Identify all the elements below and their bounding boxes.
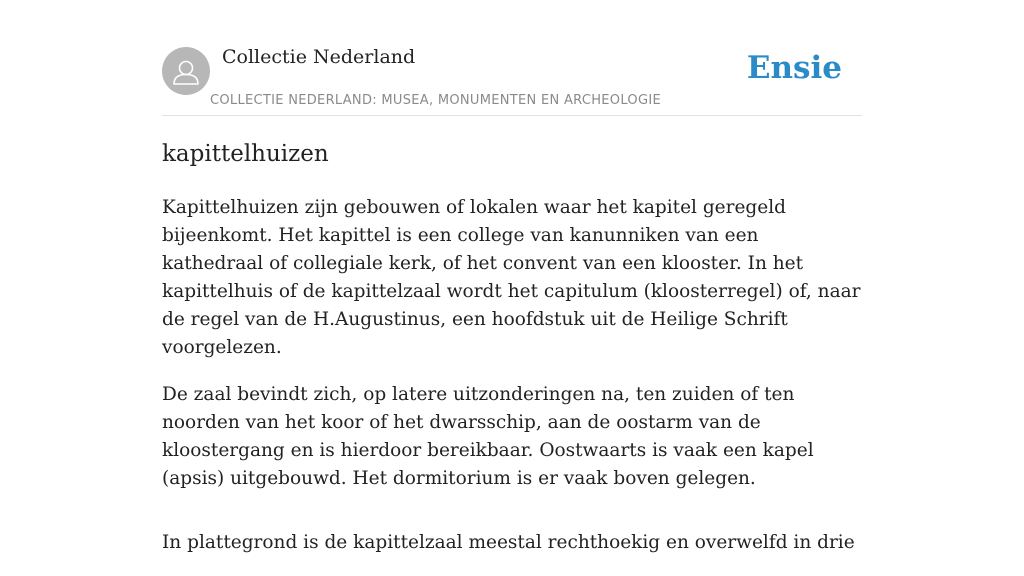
brand-logo[interactable]: Ensie <box>746 50 842 86</box>
article-paragraph: Kapittelhuizen zijn gebouwen of lokalen waar het kapitel geregeld bijeenkomt. Het kapittel is een college van kanunniken van een kathedraal of collegiale kerk, of het convent van een klooster. In het kapittelhuis of de kapittelzaal wordt het capitulum (kloosterregel) of, naar de regel van de H.Augustinus, een hoofdstuk uit de Heilige Schrift voorgelezen. <box>162 197 861 358</box>
user-icon <box>162 47 210 95</box>
author-name[interactable]: Collectie Nederland <box>222 46 416 68</box>
author-subtitle: COLLECTIE NEDERLAND: MUSEA, MONUMENTEN EN ARCHEOLOGIE <box>210 93 661 108</box>
article-paragraph: In plattegrond is de kapittelzaal meestal rechthoekig en overwelfd in drie <box>162 532 855 553</box>
article-content <box>162 134 862 576</box>
avatar[interactable] <box>162 47 210 95</box>
article-paragraph: De zaal bevindt zich, op latere uitzonderingen na, ten zuiden of ten noorden van het koor of het dwarsschip, aan de oostarm van de kloostergang en is hierdoor bereikbaar. Oostwaarts is vaak een kapel (apsis) uitgebouwd. Het dormitorium is er vaak boven gelegen. <box>162 384 814 489</box>
author-header <box>162 40 862 116</box>
page-title: kapittelhuizen <box>162 141 329 167</box>
